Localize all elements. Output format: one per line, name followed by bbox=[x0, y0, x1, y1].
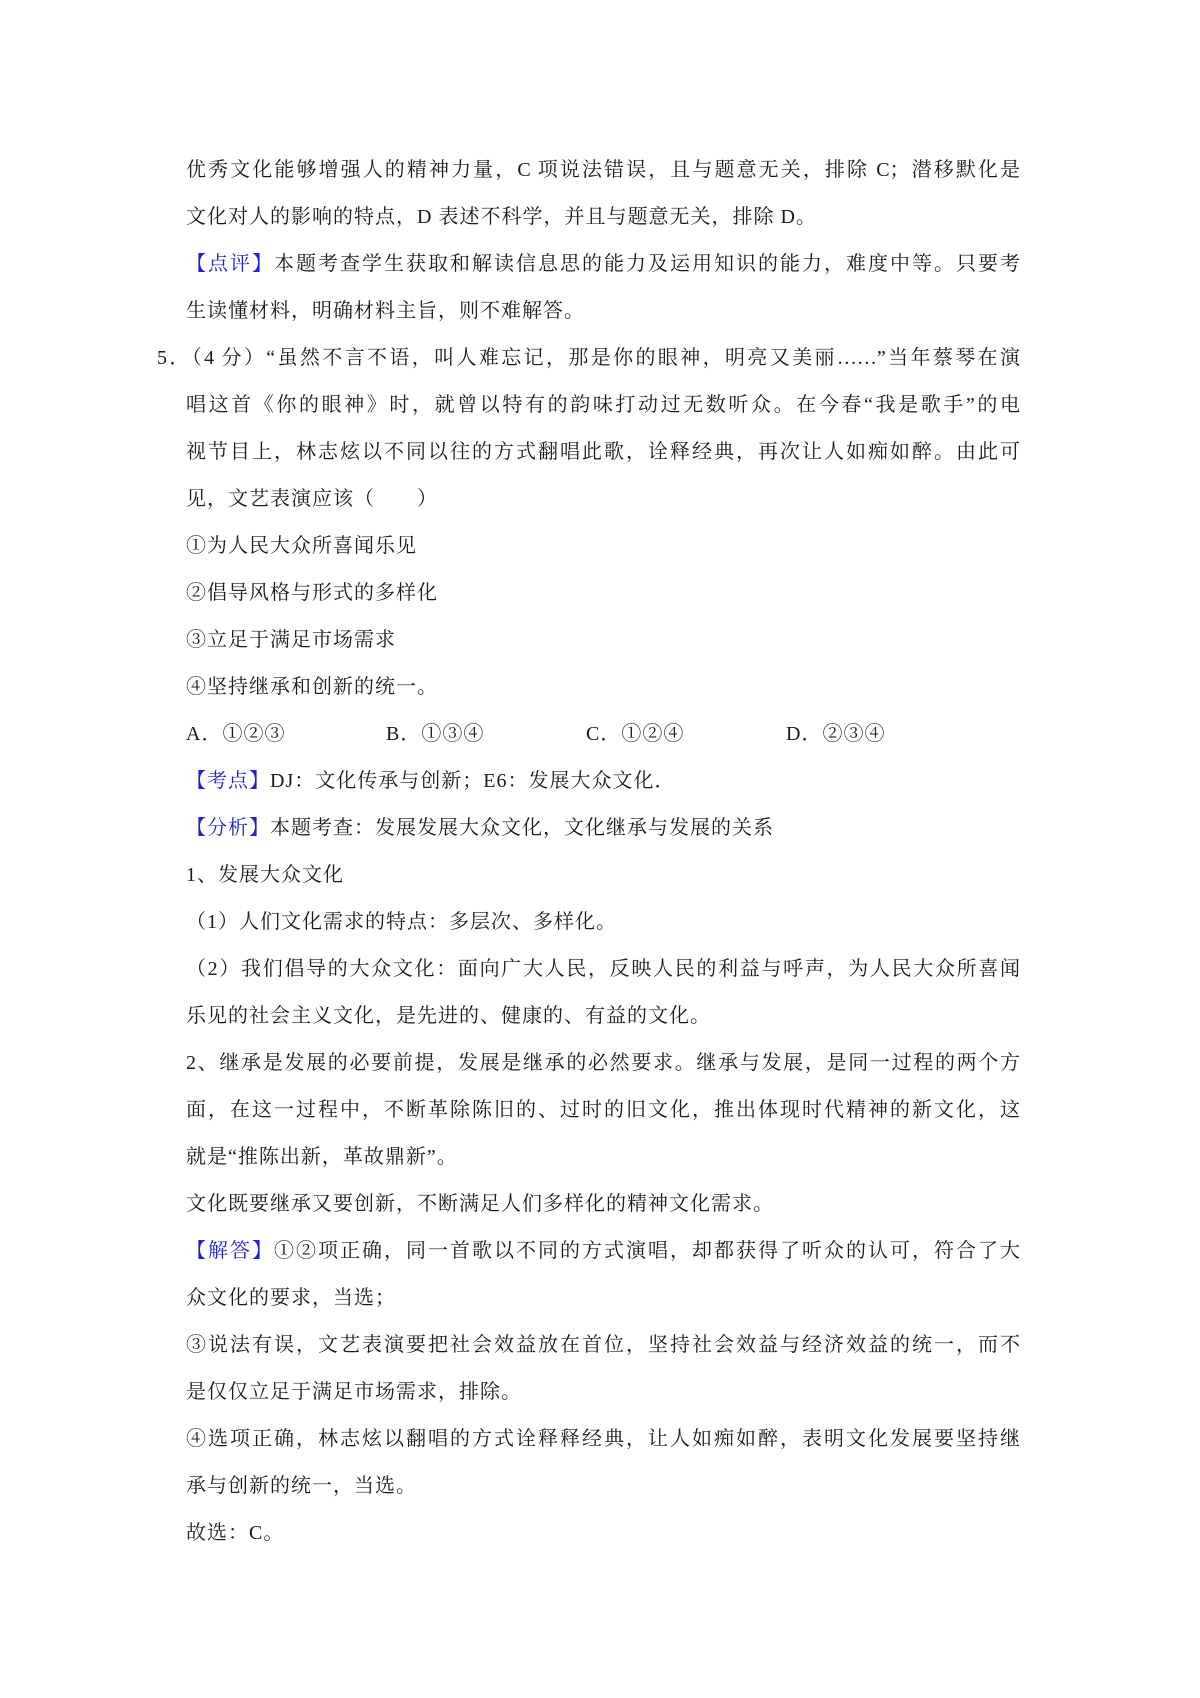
answer-options-row bbox=[186, 711, 1020, 758]
question-stem-line: 见，文艺表演应该（ ） bbox=[186, 488, 438, 510]
statement-2: ②倡导风格与形式的多样化 bbox=[186, 582, 438, 604]
solution-line: 众文化的要求，当选； bbox=[186, 1287, 396, 1309]
comment-line bbox=[186, 241, 1020, 288]
tag-dianping: 【点评】 bbox=[186, 253, 274, 275]
analysis-line: 就是“推陈出新，革故鼎新”。 bbox=[186, 1146, 458, 1168]
final-answer-line: 故选：C。 bbox=[186, 1522, 285, 1544]
kaodian-line bbox=[186, 758, 1020, 805]
fenxi-line bbox=[186, 805, 1020, 852]
solution-line: 是仅仅立足于满足市场需求，排除。 bbox=[186, 1381, 522, 1403]
tag-jieda: 【解答】 bbox=[186, 1240, 274, 1262]
exam-answer-document bbox=[157, 147, 1020, 1557]
analysis-line: 文化既要继承又要创新，不断满足人们多样化的精神文化需求。 bbox=[186, 1193, 774, 1215]
solution-line: ④选项正确，林志炫以翻唱的方式诠释释经典，让人如痴如醉，表明文化发展要坚持继 bbox=[186, 1428, 1020, 1450]
statement-3: ③立足于满足市场需求 bbox=[186, 629, 396, 651]
kaodian-text: DJ：文化传承与创新；E6：发展大众文化． bbox=[270, 770, 676, 792]
solution-line: ③说法有误，文艺表演要把社会效益放在首位，坚持社会效益与经济效益的统一，而不 bbox=[186, 1334, 1020, 1356]
option-d: D．②③④ bbox=[786, 723, 886, 745]
analysis-line: 乐见的社会主义文化，是先进的、健康的、有益的文化。 bbox=[186, 1005, 711, 1027]
jieda-text: ①②项正确，同一首歌以不同的方式演唱，却都获得了听众的认可，符合了大 bbox=[274, 1240, 1020, 1262]
analysis-line: （2）我们倡导的大众文化：面向广大人民，反映人民的利益与呼声，为人民大众所喜闻 bbox=[186, 958, 1020, 980]
comment-text: 本题考查学生获取和解读信息思的能力及运用知识的能力，难度中等。只要考 bbox=[274, 253, 1020, 275]
question-stem-line: 视节目上，林志炫以不同以往的方式翻唱此歌，诠释经典，再次让人如痴如醉。由此可 bbox=[186, 441, 1020, 463]
solution-line: 承与创新的统一，当选。 bbox=[186, 1475, 417, 1497]
analysis-line: 面，在这一过程中，不断革除陈旧的、过时的旧文化，推出体现时代精神的新文化，这 bbox=[186, 1099, 1020, 1121]
tag-fenxi: 【分析】 bbox=[186, 817, 270, 839]
analysis-line: 1、发展大众文化 bbox=[186, 864, 344, 886]
text-line: 文化对人的影响的特点，D 表述不科学，并且与题意无关，排除 D。 bbox=[186, 206, 817, 228]
question-5-stem-line: 5．（4 分）“虽然不言不语，叫人难忘记，那是你的眼神，明亮又美丽……”当年蔡琴在演 bbox=[157, 347, 1020, 369]
analysis-line: （1）人们文化需求的特点：多层次、多样化。 bbox=[186, 911, 617, 933]
tag-kaodian: 【考点】 bbox=[186, 770, 270, 792]
question-stem-line: 唱这首《你的眼神》时，就曾以特有的韵味打动过无数听众。在今春“我是歌手”的电 bbox=[186, 394, 1020, 416]
text-line: 优秀文化能够增强人的精神力量，C 项说法错误，且与题意无关，排除 C；潜移默化是 bbox=[186, 159, 1020, 181]
option-a: A．①②③ bbox=[186, 723, 286, 745]
option-c: C．①②④ bbox=[586, 723, 685, 745]
fenxi-text: 本题考查：发展发展大众文化，文化继承与发展的关系 bbox=[270, 817, 774, 839]
statement-4: ④坚持继承和创新的统一。 bbox=[186, 676, 438, 698]
option-b: B．①③④ bbox=[386, 723, 485, 745]
text-line: 生读懂材料，明确材料主旨，则不难解答。 bbox=[186, 300, 585, 322]
statement-1: ①为人民大众所喜闻乐见 bbox=[186, 535, 417, 557]
analysis-line: 2、继承是发展的必要前提，发展是继承的必然要求。继承与发展，是同一过程的两个方 bbox=[186, 1052, 1020, 1074]
jieda-line bbox=[186, 1228, 1020, 1275]
